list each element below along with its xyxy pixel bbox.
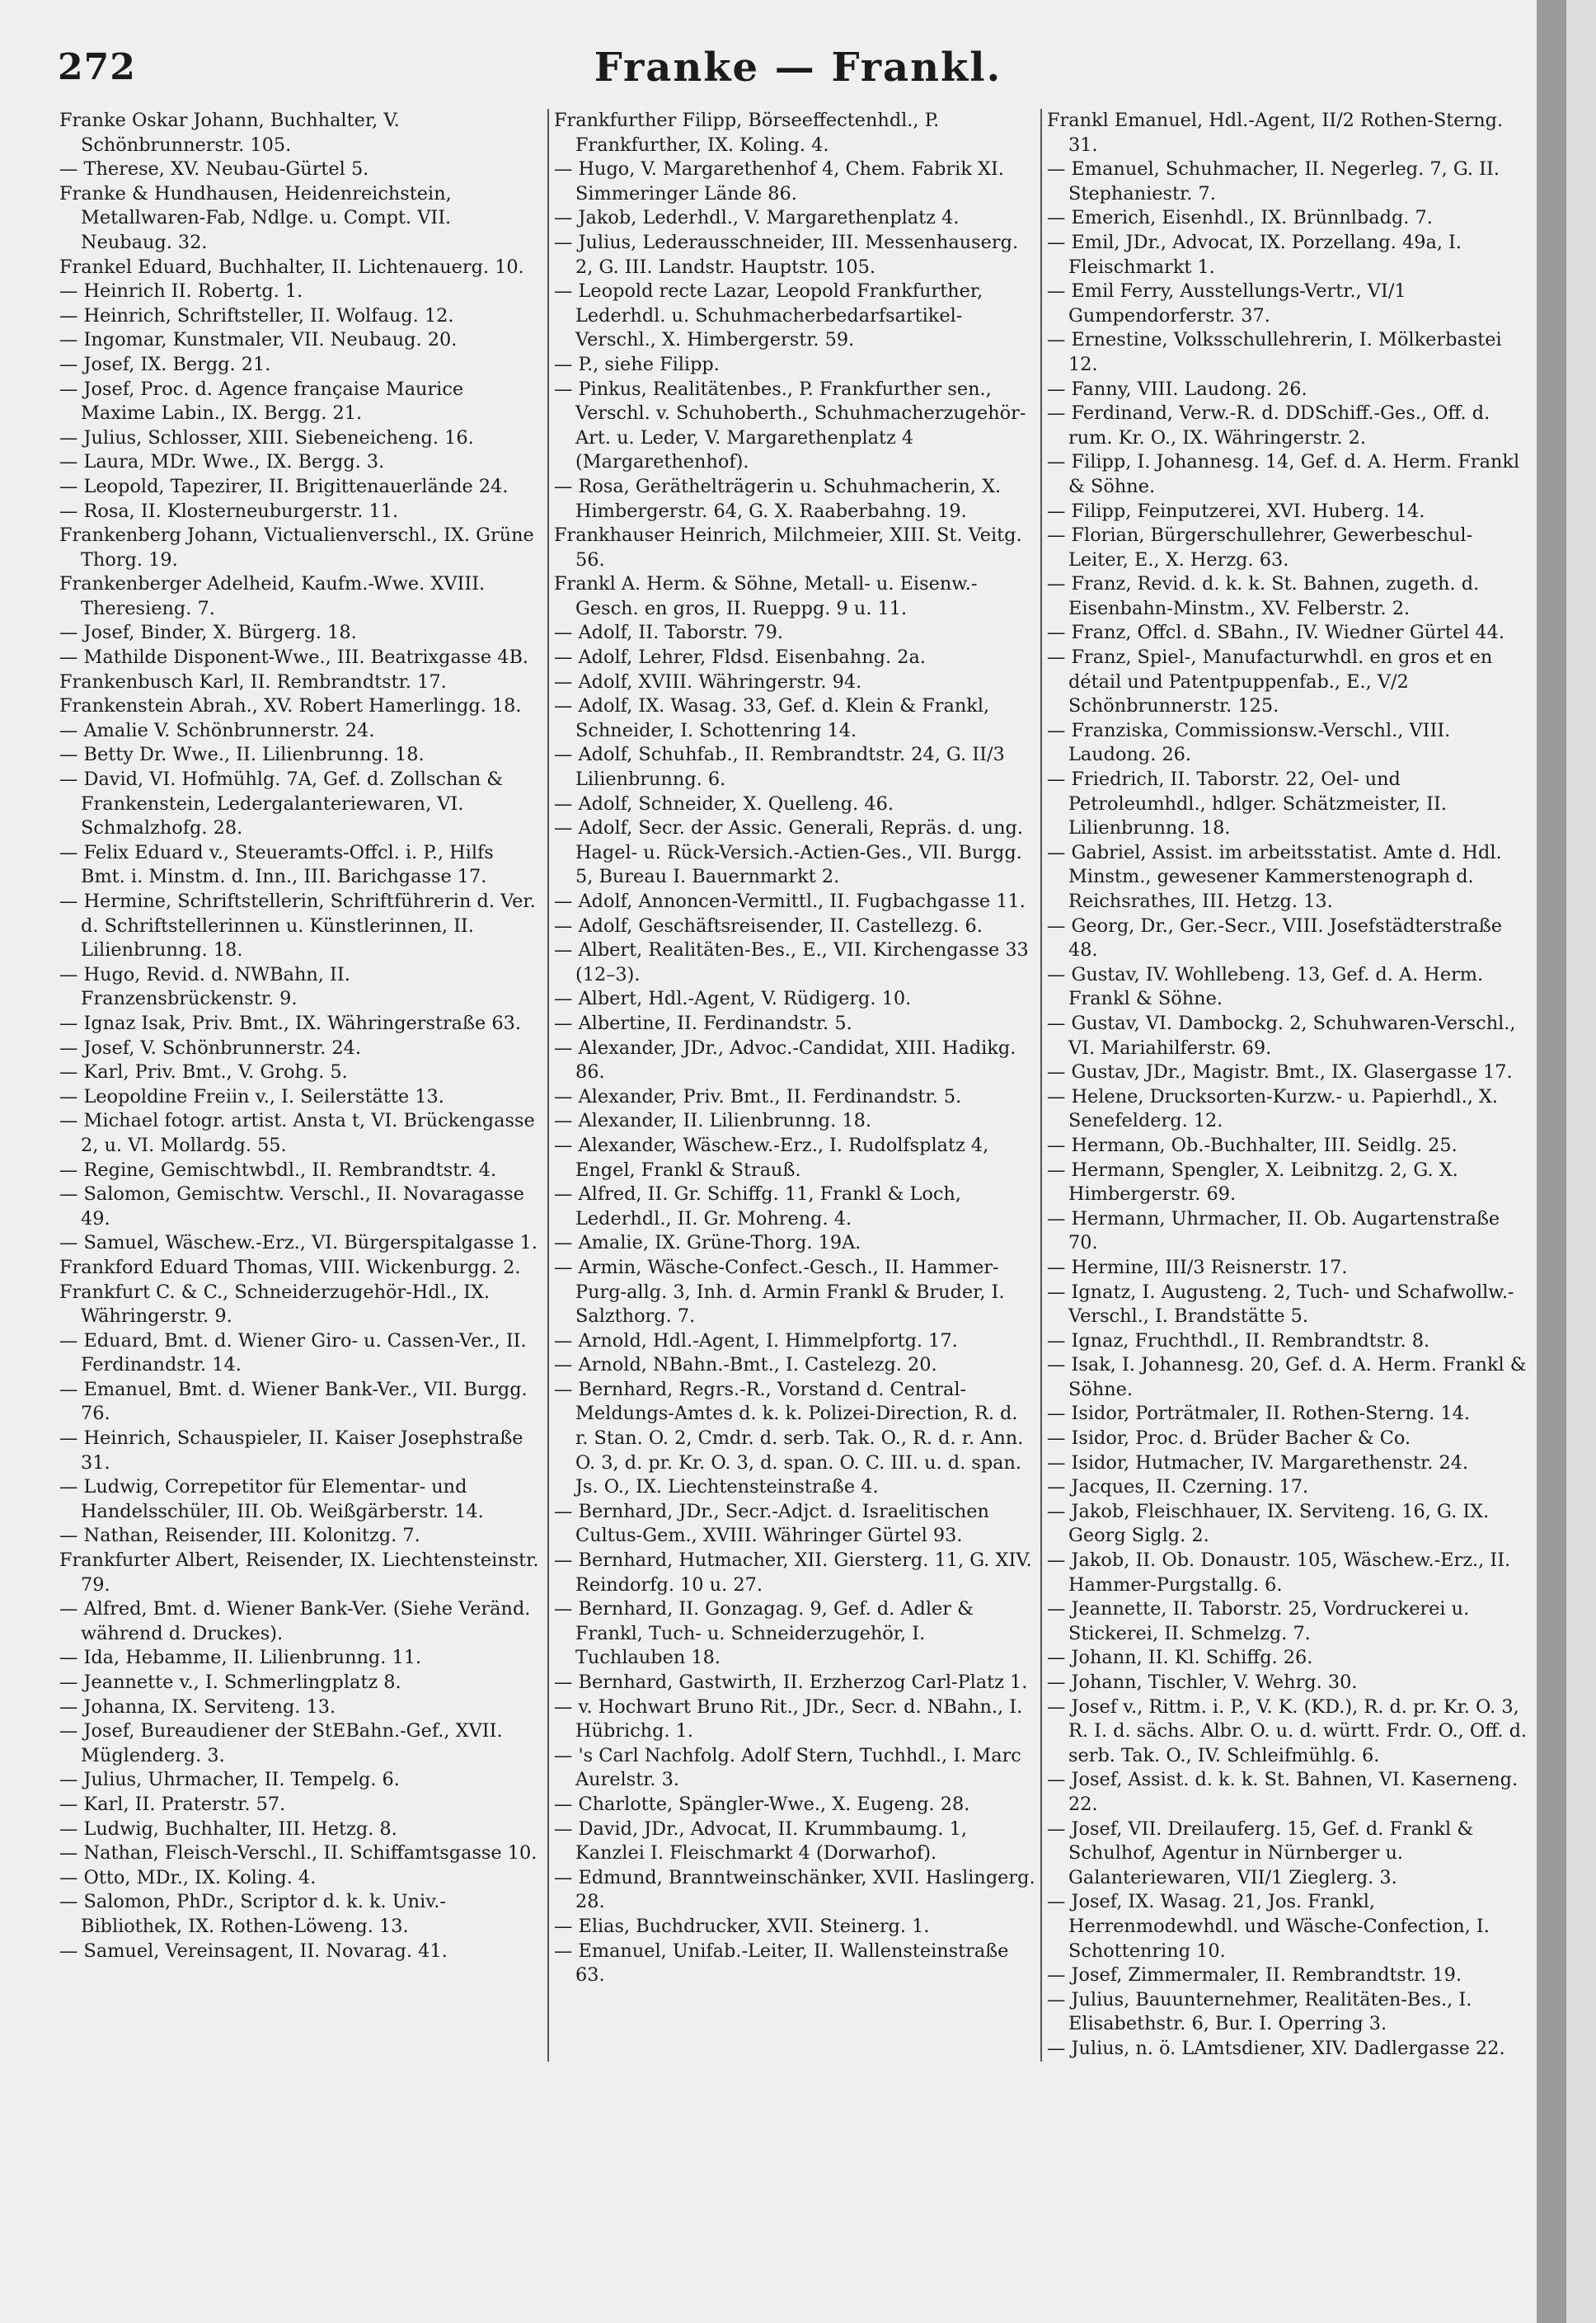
directory-entry: — Adolf, Annoncen-Vermittl., II. Fugbachgasse 11. (554, 891, 1026, 912)
directory-entry: — Franz, Revid. d. k. k. St. Bahnen, zugeth. d. Eisenbahn-Minstm., XV. Felberstr. 2. (1047, 573, 1480, 619)
directory-entry: — Leopoldine Freiin v., I. Seilerstätte 13. (59, 1085, 444, 1107)
directory-entry: — Albert, Hdl.-Agent, V. Rüdigerg. 10. (554, 988, 912, 1010)
directory-entry: — Elias, Buchdrucker, XVII. Steinerg. 1. (554, 1915, 930, 1937)
directory-entry: — Johann, II. Kl. Schiffg. 26. (1047, 1647, 1313, 1669)
directory-entry: — Hugo, Revid. d. NWBahn, II. Franzensbrückenstr. 9. (59, 963, 350, 1010)
directory-entry: — Salomon, Gemischtw. Verschl., II. Novaragasse 49. (59, 1183, 524, 1230)
directory-entry: — Josef, Zimmermaler, II. Rembrandtstr. 19. (1047, 1964, 1462, 1987)
directory-entry: — Emil, JDr., Advocat, IX. Porzellang. 49a, I. Fleischmarkt 1. (1047, 231, 1462, 278)
column-right (1040, 109, 1533, 2062)
directory-entry: — Ignatz, I. Augusteng. 2, Tuch- und Schafwollw.-Verschl., I. Brandstätte 5. (1047, 1281, 1514, 1328)
directory-entry: — Filipp, I. Johannesg. 14, Gef. d. A. Herm. Frankl & Söhne. (1047, 451, 1520, 497)
directory-entry: — Josef, V. Schönbrunnerstr. 24. (59, 1037, 361, 1059)
directory-entry: — Rosa, Geräthelträgerin u. Schuhmacherin, X. Himbergerstr. 64, G. X. Raaberbahng. 19. (554, 475, 1002, 522)
directory-entry: — Adolf, Lehrer, Fldsd. Eisenbahng. 2a. (554, 647, 926, 669)
directory-entry: — Laura, MDr. Wwe., IX. Bergg. 3. (59, 451, 385, 473)
directory-entry: — Julius, n. ö. LAmtsdiener, XIV. Dadlergasse 22. (1047, 2037, 1505, 2059)
directory-entry: — Alfred, Bmt. d. Wiener Bank-Ver. (Siehe Veränd. während d. Druckes). (59, 1598, 531, 1644)
directory-entry: — Jacques, II. Czerning. 17. (1047, 1476, 1309, 1498)
directory-entry: — Isidor, Proc. d. Brüder Bacher & Co. (1047, 1427, 1411, 1450)
directory-entry: — Gustav, IV. Wohllebeng. 13, Gef. d. A. Herm. Frankl & Söhne. (1047, 963, 1484, 1010)
directory-entry: — Ludwig, Correpetitor für Elementar- und Handelsschüler, III. Ob. Weißgärberstr. 14. (59, 1476, 484, 1522)
directory-entry: — Emanuel, Unifab.-Leiter, II. Wallensteinstraße 63. (554, 1940, 1009, 1987)
directory-entry: — Johanna, IX. Serviteng. 13. (59, 1695, 336, 1718)
directory-entry: — Adolf, XVIII. Währingerstr. 94. (554, 670, 862, 693)
directory-entry: — Adolf, Secr. der Assic. Generali, Repräs. d. ung. Hagel- u. Rück-Versich.-Actien-Ges., VII. Burgg. 5, Bureau I. Bauernmarkt 2. (554, 817, 1023, 888)
directory-entry: — Bernhard, Hutmacher, XII. Giersterg. 11, G. XIV. Reindorfg. 10 u. 27. (554, 1549, 1032, 1596)
directory-entry: — Hermann, Uhrmacher, II. Ob. Augartenstraße 70. (1047, 1207, 1500, 1254)
directory-entry: — Felix Eduard v., Steueramts-Offcl. i. P., Hilfs Bmt. i. Minstm. d. Inn., III. Barichgasse 17. (59, 841, 494, 888)
directory-entry: — Ignaz Isak, Priv. Bmt., IX. Währingerstraße 63. (59, 1012, 521, 1034)
directory-entry: — Josef v., Rittm. i. P., V. K. (KD.), R. d. pr. Kr. O. 3, R. I. d. sächs. Albr. O. u. d. württ. Frdr. O., Off. d. serb. Tak. O., IV. Schleifmühlg. 6. (1047, 1695, 1528, 1766)
directory-entry: — Isak, I. Johannesg. 20, Gef. d. A. Herm. Frankl & Söhne. (1047, 1354, 1527, 1400)
directory-entry: Frankenbusch Karl, II. Rembrandtstr. 17. (59, 670, 447, 693)
directory-entry: — Julius, Schlosser, XIII. Siebeneicheng. 16. (59, 426, 474, 449)
page-edge (1537, 0, 1566, 2323)
directory-entry: — Isidor, Porträtmaler, II. Rothen-Sterng. 14. (1047, 1403, 1470, 1425)
directory-entry: — Therese, XV. Neubau-Gürtel 5. (59, 158, 369, 181)
directory-entry: — Josef, VII. Dreilauferg. 15, Gef. d. Frankl & Schulhof, Agentur in Nürnberger u. Galanteriewaren, VII/1 Zieglerg. 3. (1047, 1817, 1474, 1888)
directory-entry: Franke Oskar Johann, Buchhalter, V. Schönbrunnerstr. 105. (59, 110, 400, 156)
directory-entry: Frankenstein Abrah., XV. Robert Hamerlingg. 18. (59, 695, 522, 717)
directory-entry: — P., siehe Filipp. (554, 353, 720, 375)
directory-entry: — Adolf, Geschäftsreisender, II. Castellezg. 6. (554, 915, 983, 937)
directory-entry: Frankl A. Herm. & Söhne, Metall- u. Eisenw.-Gesch. en gros, II. Rueppg. 9 u. 11. (554, 573, 978, 619)
directory-entry: — Franz, Spiel-, Manufacturwhdl. en gros et en détail und Patentpuppenfab., E., V/2 Schönbrunnerstr. 125. (1047, 647, 1493, 717)
directory-entry: — Emil Ferry, Ausstellungs-Vertr., VI/1 Gumpendorferstr. 37. (1047, 280, 1406, 327)
directory-entry: — Nathan, Reisender, III. Kolonitzg. 7. (59, 1525, 420, 1547)
directory-entry: — Betty Dr. Wwe., II. Lilienbrunng. 18. (59, 744, 425, 766)
directory-entry: — Jeannette v., I. Schmerlingplatz 8. (59, 1672, 401, 1693)
directory-entry: Franke & Hundhausen, Heidenreichstein, Metallwaren-Fab, Ndlge. u. Compt. VII. Neubaug. 32. (59, 182, 452, 253)
directory-entry: — David, JDr., Advocat, II. Krummbaumg. 1, Kanzlei I. Fleischmarkt 4 (Dorwarhof). (554, 1817, 967, 1865)
directory-entry: Frankenberg Johann, Victualienverschl., IX. Grüne Thorg. 19. (59, 524, 534, 571)
directory-entry: — Georg, Dr., Ger.-Secr., VIII. Josefstädterstraße 48. (1047, 915, 1503, 962)
directory-entry: — Ignaz, Fruchthdl., II. Rembrandtstr. 8. (1047, 1329, 1430, 1352)
directory-entry: — Josef, Proc. d. Agence française Maurice Maxime Labin., IX. Bergg. 21. (59, 378, 464, 425)
directory-entry: — Emerich, Eisenhdl., IX. Brünnlbadg. 7. (1047, 207, 1433, 229)
directory-entry: — Gustav, JDr., Magistr. Bmt., IX. Glasergasse 17. (1047, 1061, 1513, 1084)
directory-entry: — Helene, Drucksorten-Kurzw.- u. Papierhdl., X. Senefelderg. 12. (1047, 1085, 1498, 1132)
directory-entry: — Alexander, II. Lilienbrunng. 18. (554, 1110, 871, 1132)
directory-entry: — Karl, Priv. Bmt., V. Grohg. 5. (59, 1061, 348, 1084)
directory-entry: — Ingomar, Kunstmaler, VII. Neubaug. 20. (59, 329, 458, 351)
directory-entry: — Adolf, Schneider, X. Quelleng. 46. (554, 792, 894, 815)
directory-entry: — v. Hochwart Bruno Rit., JDr., Secr. d. NBahn., I. Hübrichg. 1. (554, 1695, 1023, 1742)
directory-entry: — Josef, Binder, X. Bürgerg. 18. (59, 622, 357, 644)
directory-entry: — Adolf, Schuhfab., II. Rembrandtstr. 24, G. II/3 Lilienbrunng. 6. (554, 744, 1005, 791)
directory-entry: — Hermann, Spengler, X. Leibnitzg. 2, G. X. Himbergerstr. 69. (1047, 1159, 1458, 1206)
directory-entry: Frankel Eduard, Buchhalter, II. Lichtenauerg. 10. (59, 256, 524, 278)
directory-entry: Frankhauser Heinrich, Milchmeier, XIII. St. Veitg. 56. (554, 524, 1022, 571)
directory-entry: — Michael fotogr. artist. Ansta t, VI. Brückengasse 2, u. VI. Mollardg. 55. (59, 1110, 535, 1156)
directory-entry: — Arnold, Hdl.-Agent, I. Himmelpfortg. 17. (554, 1329, 958, 1352)
directory-entry: — Friedrich, II. Taborstr. 22, Oel- und Petroleumhdl., hdlger. Schätzmeister, II. Lilienbrunng. 18. (1047, 769, 1447, 839)
directory-entry: — Julius, Lederausschneider, III. Messenhauserg. 2, G. III. Landstr. Hauptstr. 105. (554, 231, 1019, 278)
directory-entry: — Amalie, IX. Grüne-Thorg. 19A. (554, 1232, 861, 1254)
directory-entry: — Julius, Bauunternehmer, Realitäten-Bes., I. Elisabethstr. 6, Bur. I. Operring 3. (1047, 1988, 1472, 2035)
directory-entry: — Armin, Wäsche-Confect.-Gesch., II. Hammer-Purg-allg. 3, Inh. d. Armin Frankl & Bruder, I. Salzthorg. 7. (554, 1256, 1005, 1328)
directory-entry: — Florian, Bürgerschullehrer, Gewerbeschul-Leiter, E., X. Herzg. 63. (1047, 524, 1473, 571)
directory-entry: — Emanuel, Bmt. d. Wiener Bank-Ver., VII. Burgg. 76. (59, 1378, 528, 1425)
directory-entry: — Mathilde Disponent-Wwe., III. Beatrixgasse 4B. (59, 647, 529, 669)
directory-entry: — Leopold recte Lazar, Leopold Frankfurther, Lederhdl. u. Schuhmacherbedarfsartikel-Verschl., X. Himbergerstr. 59. (554, 280, 983, 351)
directory-entry: — Albertine, II. Ferdinandstr. 5. (554, 1012, 852, 1034)
directory-entry: — Heinrich II. Robertg. 1. (59, 280, 303, 303)
directory-entry: — Josef, Assist. d. k. k. St. Bahnen, VI. Kaserneng. 22. (1047, 1769, 1519, 1815)
directory-entry: — Hugo, V. Margarethenhof 4, Chem. Fabrik XI. Simmeringer Lände 86. (554, 158, 1004, 205)
directory-entry: — Franz, Offcl. d. SBahn., IV. Wiedner Gürtel 44. (1047, 622, 1504, 644)
directory-entry: — Pinkus, Realitätenbes., P. Frankfurther sen., Verschl. v. Schuhoberth., Schuhmacherzugehör-Art. u. Leder, V. Margarethenplatz 4 (Margarethenhof). (554, 378, 1026, 473)
directory-entry: Frankenberger Adelheid, Kaufm.-Wwe. XVIII. Theresieng. 7. (59, 573, 486, 619)
directory-entry: — Charlotte, Spängler-Wwe., X. Eugeng. 28. (554, 1793, 970, 1815)
directory-entry: — Arnold, NBahn.-Bmt., I. Castelezg. 20. (554, 1354, 937, 1376)
directory-entry: Frankfurther Filipp, Börseeffectenhdl., P. Frankfurther, IX. Koling. 4. (554, 110, 940, 156)
directory-entry: — Bernhard, Gastwirth, II. Erzherzog Carl-Platz 1. (554, 1672, 1028, 1693)
directory-entry: Frankfurt C. & C., Schneiderzugehör-Hdl., IX. Währingerstr. 9. (59, 1281, 491, 1328)
directory-entry: — Rosa, II. Klosterneuburgerstr. 11. (59, 500, 399, 522)
directory-entry: — Jakob, Fleischhauer, IX. Serviteng. 16, G. IX. Georg Siglg. 2. (1047, 1500, 1490, 1547)
page-header (54, 43, 1542, 101)
directory-entry: — Alexander, Priv. Bmt., II. Ferdinandstr. 5. (554, 1085, 962, 1107)
directory-entry: — Jakob, Lederhdl., V. Margarethenplatz 4. (554, 207, 960, 229)
directory-entry: — Franziska, Commissionsw.-Verschl., VIII. Laudong. 26. (1047, 719, 1451, 766)
columns (54, 109, 1542, 2062)
directory-entry: — Adolf, II. Taborstr. 79. (554, 622, 783, 644)
directory-entry: — Emanuel, Schuhmacher, II. Negerleg. 7, G. II. Stephaniestr. 7. (1047, 158, 1500, 205)
directory-entry: — Hermann, Ob.-Buchhalter, III. Seidlg. 25. (1047, 1134, 1458, 1156)
directory-entry: — Josef, IX. Bergg. 21. (59, 353, 271, 375)
directory-entry: Frankfurter Albert, Reisender, IX. Liechtensteinstr. 79. (59, 1549, 539, 1596)
directory-entry: — Ludwig, Buchhalter, III. Hetzg. 8. (59, 1817, 397, 1840)
directory-entry: — Otto, MDr., IX. Koling. 4. (59, 1866, 317, 1888)
directory-entry: — Albert, Realitäten-Bes., E., VII. Kirchengasse 33 (12–3). (554, 939, 1029, 985)
directory-entry: — Heinrich, Schriftsteller, II. Wolfaug. 12. (59, 304, 454, 327)
directory-entry: — Nathan, Fleisch-Verschl., II. Schiffamtsgasse 10. (59, 1842, 537, 1865)
directory-entry: — Bernhard, Regrs.-R., Vorstand d. Central-Meldungs-Amtes d. k. k. Polizei-Direction, R. d. r. Stan. O. 2, Cmdr. d. serb. Tak. O., R. d. r. Ann. O. 3, d. pr. Kr. O. 3, d. span. O. C. III. u. d. span. Js. O., IX. Liechtensteinstraße 4. (554, 1378, 1024, 1498)
directory-entry: Frankl Emanuel, Hdl.-Agent, II/2 Rothen-Sterng. 31. (1047, 110, 1504, 156)
directory-entry: — Samuel, Wäschew.-Erz., VI. Bürgerspitalgasse 1. (59, 1232, 538, 1254)
directory-entry: — Karl, II. Praterstr. 57. (59, 1793, 286, 1815)
directory-entry: — Fanny, VIII. Laudong. 26. (1047, 378, 1307, 400)
directory-entry: — Julius, Uhrmacher, II. Tempelg. 6. (59, 1769, 400, 1791)
directory-entry: — Heinrich, Schauspieler, II. Kaiser Josephstraße 31. (59, 1427, 523, 1474)
directory-entry: — 's Carl Nachfolg. Adolf Stern, Tuchhdl., I. Marc Aurelstr. 3. (554, 1744, 1021, 1791)
directory-entry: — Hermine, III/3 Reisnerstr. 17. (1047, 1256, 1348, 1278)
directory-entry: — Amalie V. Schönbrunnerstr. 24. (59, 719, 375, 741)
directory-entry: — Ernestine, Volksschullehrerin, I. Mölkerbastei 12. (1047, 329, 1502, 375)
directory-entry: — Alexander, JDr., Advoc.-Candidat, XIII. Hadikg. 86. (554, 1037, 1016, 1084)
column-middle (547, 109, 1040, 2062)
directory-entry: — Leopold, Tapezirer, II. Brigittenauerlände 24. (59, 475, 509, 497)
column-left (54, 109, 547, 2062)
directory-entry: — Josef, IX. Wasag. 21, Jos. Frankl, Herrenmodewhdl. und Wäsche-Confection, I. Schottenring 10. (1047, 1891, 1490, 1962)
directory-entry: — Josef, Bureaudiener der StEBahn.-Gef., XVII. Müglenderg. 3. (59, 1720, 503, 1766)
directory-entry: — Alexander, Wäschew.-Erz., I. Rudolfsplatz 4, Engel, Frankl & Strauß. (554, 1134, 989, 1181)
directory-entry: — Hermine, Schriftstellerin, Schriftführerin d. Ver. d. Schriftstellerinnen u. Künstlerinnen, II. Lilienbrunng. 18. (59, 891, 536, 962)
directory-entry: — Eduard, Bmt. d. Wiener Giro- u. Cassen-Ver., II. Ferdinandstr. 14. (59, 1329, 527, 1376)
directory-entry: — David, VI. Hofmühlg. 7A, Gef. d. Zollschan & Frankenstein, Ledergalanteriewaren, VI. Schmalzhofg. 28. (59, 769, 504, 839)
directory-entry: — Samuel, Vereinsagent, II. Novarag. 41. (59, 1940, 448, 1962)
directory-entry: — Ferdinand, Verw.-R. d. DDSchiff.-Ges., Off. d. rum. Kr. O., IX. Währingerstr. 2. (1047, 402, 1490, 449)
directory-entry: — Gabriel, Assist. im arbeitsstatist. Amte d. Hdl. Minstm., gewesener Kammerstenograph d. Reichsrathes, III. Hetzg. 13. (1047, 841, 1502, 912)
directory-entry: — Johann, Tischler, V. Wehrg. 30. (1047, 1672, 1358, 1693)
directory-entry: — Ida, Hebamme, II. Lilienbrunng. 11. (59, 1647, 422, 1669)
directory-entry: — Jeannette, II. Taborstr. 25, Vordruckerei u. Stickerei, II. Schmelzg. 7. (1047, 1598, 1470, 1644)
directory-entry: — Bernhard, II. Gonzagag. 9, Gef. d. Adler & Frankl, Tuch- u. Schneiderzugehör, I. Tuchlauben 18. (554, 1598, 974, 1669)
directory-entry: — Edmund, Branntweinschänker, XVII. Haslingerg. 28. (554, 1866, 1035, 1913)
directory-entry: — Isidor, Hutmacher, IV. Margarethenstr. 24. (1047, 1451, 1469, 1474)
directory-entry: — Gustav, VI. Dambockg. 2, Schuhwaren-Verschl., VI. Mariahilferstr. 69. (1047, 1012, 1516, 1059)
page-title: Franke — Frankl. (594, 45, 1002, 91)
directory-entry: — Bernhard, JDr., Secr.-Adjct. d. Israelitischen Cultus-Gem., XVIII. Währinger Gürtel 93. (554, 1500, 989, 1547)
directory-entry: — Salomon, PhDr., Scriptor d. k. k. Univ.-Bibliothek, IX. Rothen-Löweng. 13. (59, 1891, 446, 1937)
directory-entry: Frankford Eduard Thomas, VIII. Wickenburgg. 2. (59, 1256, 521, 1278)
page-number: 272 (58, 46, 136, 88)
directory-entry: — Jakob, II. Ob. Donaustr. 105, Wäschew.-Erz., II. Hammer-Purgstallg. 6. (1047, 1549, 1511, 1596)
directory-entry: — Filipp, Feinputzerei, XVI. Huberg. 14. (1047, 500, 1425, 522)
directory-entry: — Adolf, IX. Wasag. 33, Gef. d. Klein & Frankl, Schneider, I. Schottenring 14. (554, 695, 990, 741)
directory-entry: — Alfred, II. Gr. Schiffg. 11, Frankl & Loch, Lederhdl., II. Gr. Mohreng. 4. (554, 1183, 961, 1230)
directory-entry: — Regine, Gemischtwbdl., II. Rembrandtstr. 4. (59, 1159, 497, 1181)
